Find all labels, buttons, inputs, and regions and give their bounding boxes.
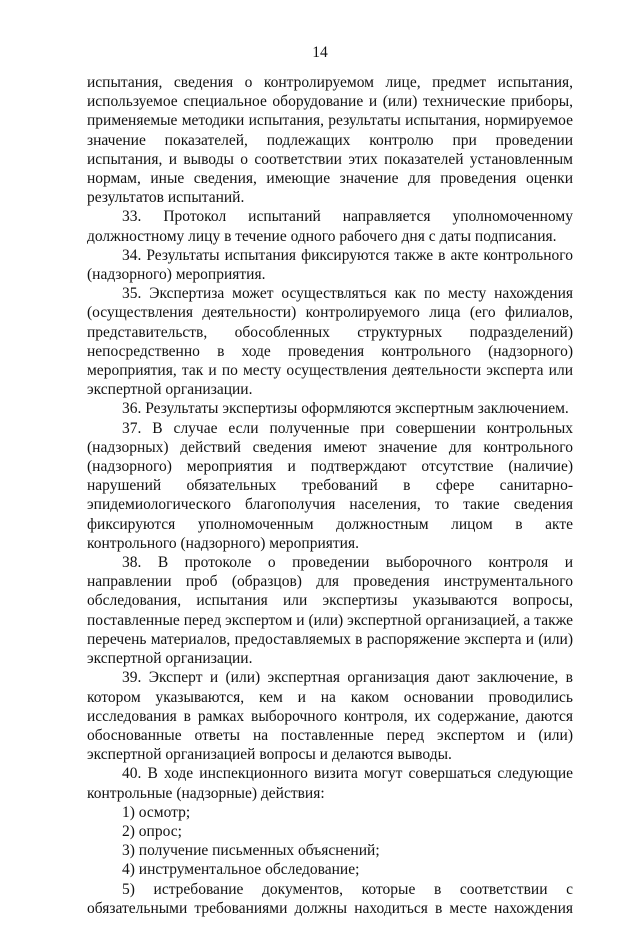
paragraph-33: 33. Протокол испытаний направляется уполномоченному должностному лицу в течение одного рабочего дня с даты подписания. bbox=[87, 208, 573, 245]
list-item-inspection: 1) осмотр; bbox=[122, 803, 191, 821]
list-item-document-request: 5) истребование документов, которые в соответствии с обязательными требованиями должны находиться в месте нахождения bbox=[87, 880, 573, 917]
paragraph-36: 36. Результаты экспертизы оформляются экспертным заключением. bbox=[122, 400, 569, 418]
list-item-explanations: 3) получение письменных объяснений; bbox=[122, 842, 380, 860]
list-item-instrumental-examination: 4) инструментальное обследование; bbox=[122, 861, 360, 879]
list-item-survey: 2) опрос; bbox=[122, 822, 182, 840]
paragraph-34: 34. Результаты испытания фиксируются также в акте контрольного (надзорного) мероприятия. bbox=[87, 246, 573, 284]
page-number: 14 bbox=[312, 44, 328, 61]
paragraph-39: 39. Эксперт и (или) экспертная организация дают заключение, в котором указываются, кем и на каком основании проводились исследования в рамках выборочного контроля, их содержание, даются обоснованные ответы на поставленные перед экспертом и (или) экспертной организацией вопросы и делаются выводы. bbox=[87, 669, 573, 764]
paragraph-40: 40. В ходе инспекционного визита могут совершаться следующие контрольные (надзорные) действия: bbox=[87, 765, 573, 802]
paragraph-38: 38. В протоколе о проведении выборочного контроля и направлении проб (образцов) для проведения инструментального обследования, испытания или экспертизы указываются вопросы, поставленные перед экспертом и (или) экспертной организацией, а также перечень материалов, предоставляемых в распоряжение эксперта и (или) экспертной организации. bbox=[87, 554, 573, 668]
paragraph-continuation: испытания, сведения о контролируемом лице, предмет испытания, используемое специальное оборудование и (или) технические приборы, применяемые методики испытания, результаты испытания, нормируемое значение показателей, подлежащих контролю при проведении испытания, и выводы о соответствии этих показателей установленным нормам, иные сведения, имеющие значение для проведения оценки результатов испытаний. bbox=[87, 74, 573, 207]
paragraph-37: 37. В случае если полученные при совершении контрольных (надзорных) действий сведения имеют значение для контрольного (надзорного) мероприятия и подтверждают отсутствие (наличие) нарушений обязательных требований в сфере санитарно-эпидемиологического благополучия населения, то такие сведения фиксируются уполномоченным должностным лицом в акте контрольного (надзорного) мероприятия. bbox=[87, 419, 573, 552]
paragraph-35: 35. Экспертиза может осуществляться как по месту нахождения (осуществления деятельности) контролируемого лица (его филиалов, представительств, обособленных структурных подразделений) непосредственно в ходе проведения контрольного (надзорного) мероприятия, так и по месту осуществления деятельности эксперта или экспертной организации. bbox=[87, 285, 573, 399]
document-body bbox=[87, 73, 573, 918]
